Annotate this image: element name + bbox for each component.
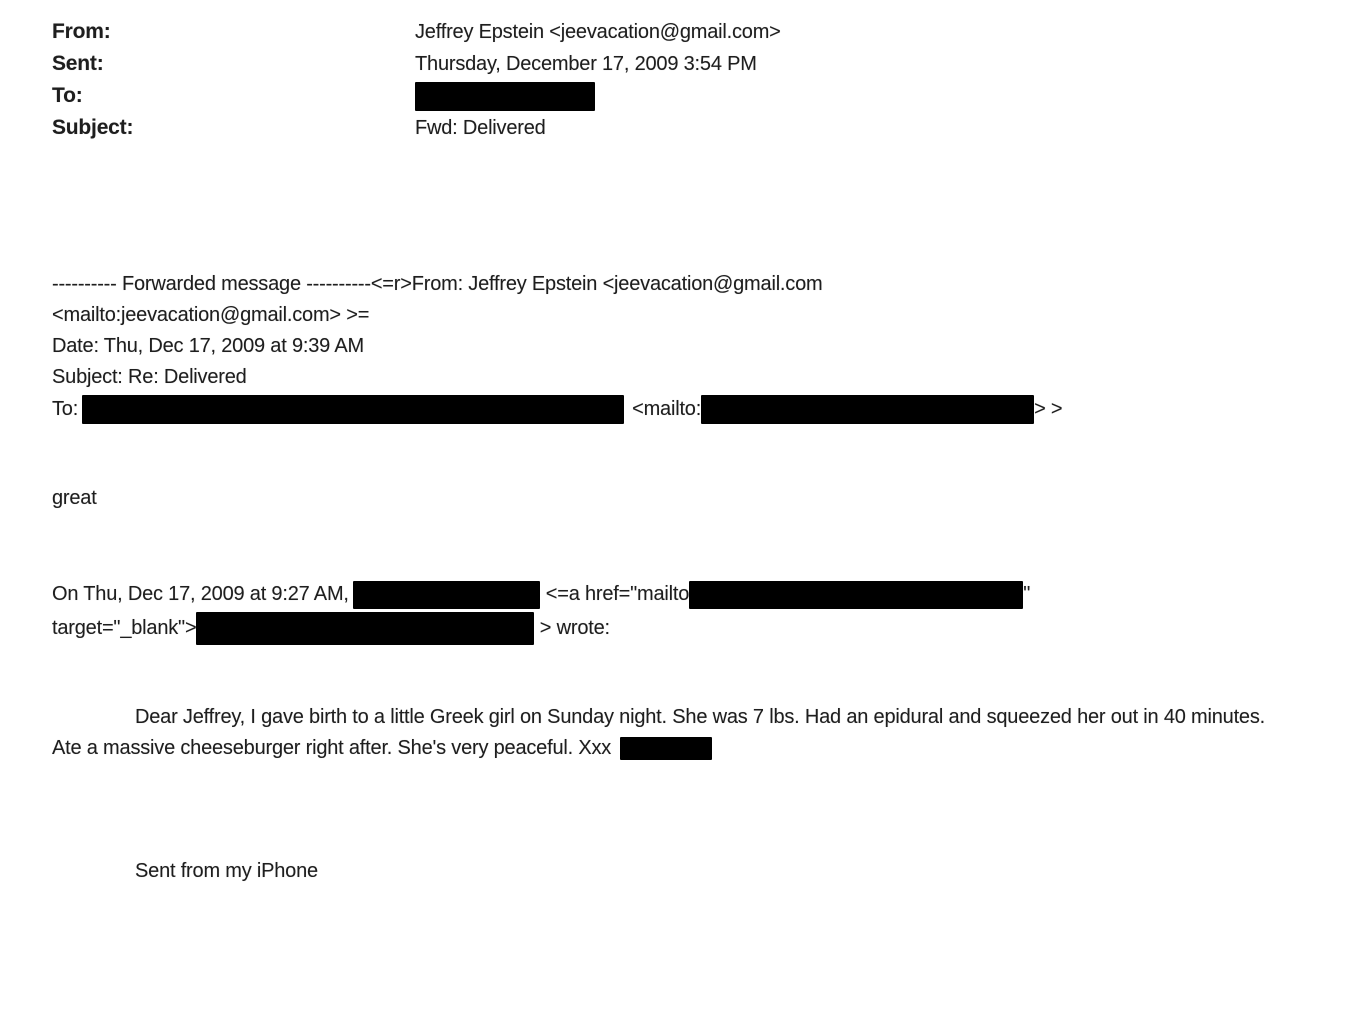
header-row-from [52,16,781,48]
forwarded-to-line [52,393,1252,426]
message-paragraph: Dear Jeffrey, I gave birth to a little Greek girl on Sunday night. She was 7 lbs. Had an epidural and squeezed her out in 40 minutes. Ate a massive cheeseburger right after. She's very peaceful. Xxx [52,706,1266,759]
subject-label: Subject: [52,116,134,139]
email-header [52,16,781,144]
redaction-bar [689,581,1023,609]
from-label: From: [52,20,111,43]
redaction-bar [82,395,624,424]
forwarded-subject-line: Subject: Re: Delivered [52,366,247,388]
header-row-to [52,80,781,112]
header-row-sent [52,48,781,80]
quote-attribution [52,577,1292,645]
sent-label: Sent: [52,52,104,75]
reply-text: great [52,487,97,509]
to-label: To: [52,84,83,107]
message-body [52,702,1297,764]
sent-value: Thursday, December 17, 2009 3:54 PM [415,53,757,75]
redaction-bar [620,737,712,760]
redaction-bar [701,395,1034,424]
quote-attribution-line-1 [52,577,1292,611]
forwarded-header [52,269,1252,426]
forwarded-separator-line: ---------- Forwarded message ----------<=r>From: Jeffrey Epstein <jeevacation@gmail.com [52,273,823,295]
redaction-bar [415,82,595,111]
quote-href-text: <=a href="mailto [545,583,690,605]
redaction-bar [196,612,534,645]
quote-target-text: target="_blank"> [52,617,197,639]
signature-text: Sent from my iPhone [135,860,318,882]
quote-wrote-text: > wrote: [539,617,610,639]
quote-date-text: On Thu, Dec 17, 2009 at 9:27 AM, [52,583,349,605]
from-value: Jeffrey Epstein <jeevacation@gmail.com> [415,21,781,43]
quote-attribution-line-2 [52,611,1292,645]
forwarded-date-line: Date: Thu, Dec 17, 2009 at 9:39 AM [52,335,364,357]
forwarded-mailto-text: <mailto: [632,398,702,420]
redaction-bar [353,581,540,609]
forwarded-to-label: To: [52,398,79,420]
header-row-subject [52,112,781,144]
forwarded-to-suffix: > > [1034,398,1063,420]
quote-quote-char: " [1023,583,1031,605]
subject-value: Fwd: Delivered [415,117,546,139]
forwarded-mailto-line: <mailto:jeevacation@gmail.com> >= [52,304,370,326]
